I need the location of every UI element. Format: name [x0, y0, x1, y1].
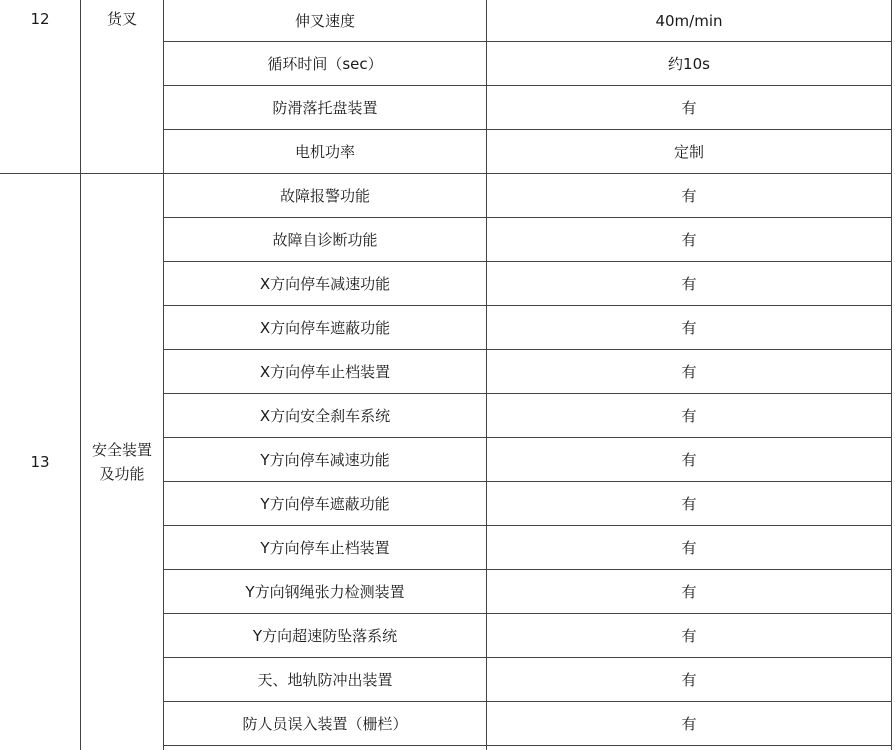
item-label: Y方向停车减速功能	[260, 450, 390, 469]
item-label: Y方向钢绳张力检测装置	[245, 582, 405, 601]
item-value: 有	[681, 274, 697, 293]
column-divider	[486, 0, 487, 750]
row-divider	[163, 481, 892, 482]
item-value: 有	[681, 450, 697, 469]
item-label: X方向安全刹车系统	[259, 406, 391, 425]
column-divider	[891, 0, 892, 750]
row-number: 13	[30, 453, 50, 471]
item-value: 有	[681, 230, 697, 249]
item-value: 有	[681, 98, 697, 117]
item-value: 有	[681, 670, 697, 689]
item-label: Y方向停车遮蔽功能	[260, 494, 390, 513]
item-label: 故障报警功能	[279, 186, 370, 205]
item-label: 故障自诊断功能	[272, 230, 378, 249]
row-divider	[163, 569, 892, 570]
item-label: X方向停车遮蔽功能	[259, 318, 391, 337]
column-divider	[80, 0, 81, 750]
category-line: 安全装置	[91, 441, 152, 459]
row-divider	[163, 701, 892, 702]
item-label: 天、地轨防冲出装置	[257, 670, 393, 689]
row-divider	[163, 745, 892, 746]
item-label: 伸叉速度	[294, 11, 355, 30]
column-divider	[163, 0, 164, 750]
item-value: 有	[681, 406, 697, 425]
row-divider	[163, 305, 892, 306]
item-value: 有	[681, 318, 697, 337]
item-label: 防人员误入装置（栅栏）	[242, 714, 408, 733]
row-divider	[163, 217, 892, 218]
row-divider	[163, 261, 892, 262]
row-divider	[163, 613, 892, 614]
item-value: 40m/min	[655, 11, 723, 30]
row-divider	[0, 173, 892, 174]
item-label: X方向停车减速功能	[259, 274, 391, 293]
row-divider	[163, 129, 892, 130]
row-divider	[163, 525, 892, 526]
item-value: 有	[681, 626, 697, 645]
item-value: 有	[681, 582, 697, 601]
item-label: X方向停车止档装置	[259, 362, 391, 381]
row-divider	[163, 393, 892, 394]
item-value: 有	[681, 362, 697, 381]
row-divider	[163, 85, 892, 86]
item-label: Y方向停车止档装置	[260, 538, 390, 557]
item-label: 循环时间（sec）	[267, 54, 383, 73]
item-label: 电机功率	[294, 142, 355, 161]
category-label: 货叉	[106, 10, 137, 28]
row-divider	[163, 349, 892, 350]
item-label: 防滑落托盘装置	[272, 98, 378, 117]
item-value: 有	[681, 714, 697, 733]
row-divider	[163, 437, 892, 438]
category-label	[81, 174, 163, 750]
item-value: 有	[681, 538, 697, 557]
row-number: 12	[30, 10, 50, 28]
row-divider	[163, 41, 892, 42]
item-label: Y方向超速防坠落系统	[252, 626, 398, 645]
item-value: 有	[681, 494, 697, 513]
item-value: 约10s	[668, 54, 710, 73]
item-value: 有	[681, 186, 697, 205]
category-line: 及功能	[99, 465, 145, 483]
item-value: 定制	[673, 142, 704, 161]
row-divider	[163, 657, 892, 658]
